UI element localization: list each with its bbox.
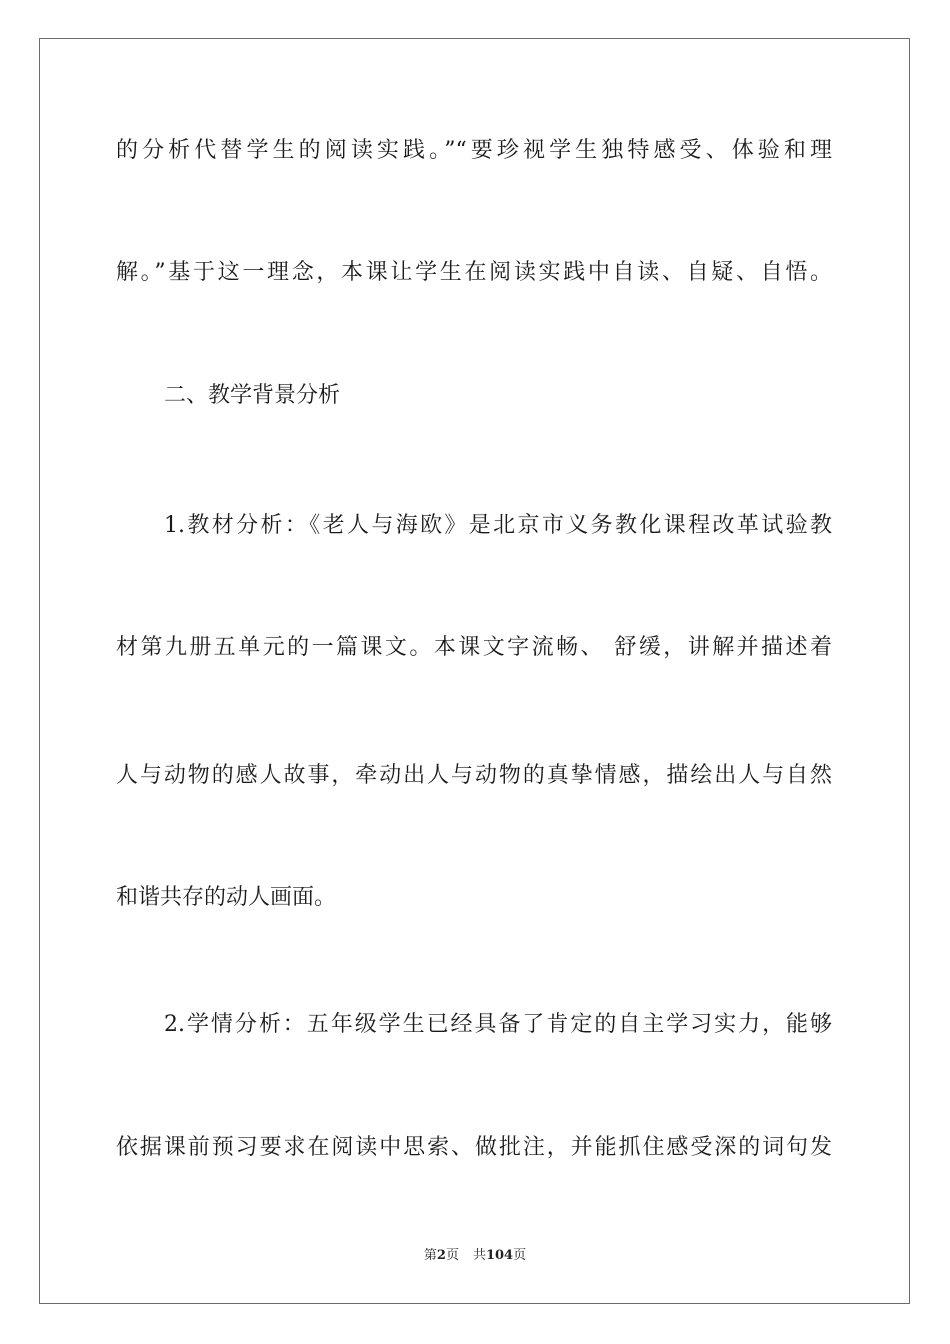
footer-page-number: 2 — [436, 1248, 446, 1263]
footer-total-prefix: 共 — [472, 1248, 486, 1263]
footer-total-pages: 104 — [485, 1248, 514, 1263]
body-line-8: 2.学情分析：五年级学生已经具备了肯定的自主学习实力，能够 — [164, 1012, 832, 1037]
page-footer — [0, 1247, 950, 1265]
footer-page-prefix: 第 — [423, 1248, 437, 1263]
footer-total-suffix: 页 — [513, 1248, 527, 1263]
body-line-6: 人与动物的感人故事，牵动出人与动物的真挚情感，描绘出人与自然 — [116, 763, 832, 788]
section-heading: 二、教学背景分析 — [164, 383, 341, 408]
body-line-5: 材第九册五单元的一篇课文。本课文字流畅、 舒缓，讲解并描述着 — [116, 635, 832, 660]
body-line-2: 解。”基于这一理念，本课让学生在阅读实践中自读、自疑、自悟。 — [116, 260, 832, 285]
body-line-7: 和谐共存的动人画面。 — [116, 885, 337, 910]
body-line-4: 1.教材分析：《老人与海欧》是北京市义务教化课程改革试验教 — [164, 513, 832, 538]
page-border — [39, 38, 910, 1304]
footer-page-suffix: 页 — [445, 1248, 459, 1263]
body-line-9: 依据课前预习要求在阅读中思索、做批注，并能抓住感受深的词句发 — [116, 1135, 832, 1160]
body-line-1: 的分析代替学生的阅读实践。”“要珍视学生独特感受、体验和理 — [116, 138, 832, 163]
